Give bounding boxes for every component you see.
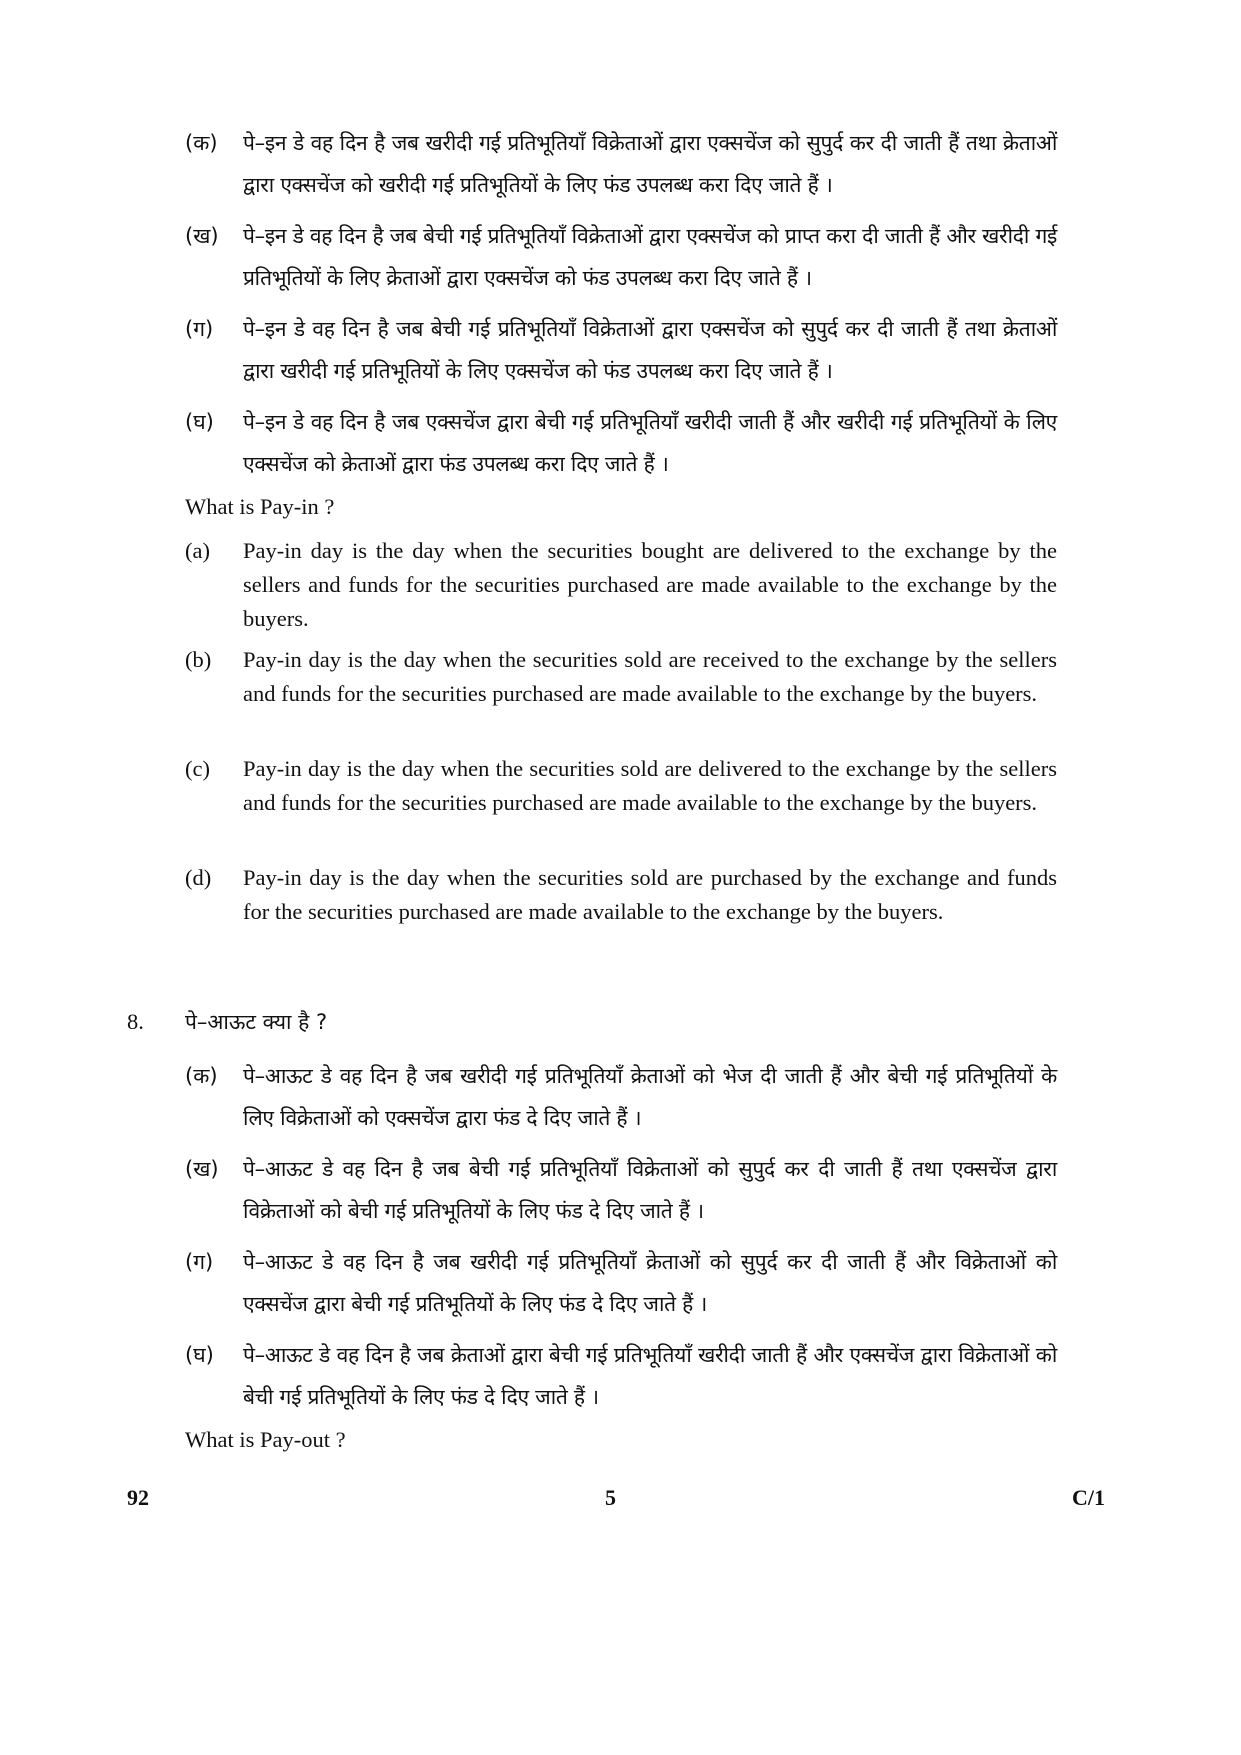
option-label: (ग)	[185, 317, 214, 341]
option-text: पे–आऊट डे वह दिन है जब खरीदी गई प्रतिभूतियाँ क्रेताओं को सुपुर्द कर दी जाती हैं और विक्रेताओं को एक्सचेंज द्वारा बेची गई प्रतिभूतियों के लिए फंड दे दिए जाते हैं ।	[243, 1250, 1057, 1316]
option-label: (ख)	[185, 1157, 219, 1181]
q8-number: 8.	[127, 1009, 144, 1034]
q7-english-option-d	[185, 861, 1057, 929]
option-label: (घ)	[185, 1343, 214, 1367]
option-text: पे–आऊट डे वह दिन है जब खरीदी गई प्रतिभूतियाँ क्रेताओं को भेज दी जाती हैं और बेची गई प्रतिभूतियों के लिए विक्रेताओं को एक्सचेंज द्वारा फंड दे दिए जाते हैं ।	[243, 1064, 1057, 1130]
q8-hindi-option-gha	[185, 1334, 1057, 1418]
footer-page-number: 5	[605, 1485, 616, 1510]
option-label: (ख)	[185, 224, 219, 248]
option-label: (ग)	[185, 1250, 214, 1274]
option-text: पे–इन डे वह दिन है जब बेची गई प्रतिभूतियाँ विक्रेताओं द्वारा एक्सचेंज को प्राप्त करा दी जाती हैं और खरीदी गई प्रतिभूतियों के लिए क्रेताओं द्वारा एक्सचेंज को फंड उपलब्ध करा दिए जाते हैं ।	[243, 224, 1057, 290]
q8-hindi-question: पे–आऊट क्या है ?	[185, 1010, 328, 1034]
q7-english-option-c	[185, 752, 1057, 820]
option-label: (क)	[185, 1064, 218, 1088]
option-text: Pay-in day is the day when the securities sold are delivered to the exchange by the sellers and funds for the securities purchased are made available to the exchange by the buyers.	[243, 756, 1057, 815]
option-text: पे–इन डे वह दिन है जब खरीदी गई प्रतिभूतियाँ विक्रेताओं द्वारा एक्सचेंज को सुपुर्द कर दी जाती हैं तथा क्रेताओं द्वारा एक्सचेंज को खरीदी गई प्रतिभूतियों के लिए फंड उपलब्ध करा दिए जाते हैं ।	[243, 131, 1057, 197]
option-text: Pay-in day is the day when the securities bought are delivered to the exchange by the sellers and funds for the securities purchased are made available to the exchange by the buyers.	[243, 538, 1057, 631]
option-text: पे–आऊट डे वह दिन है जब बेची गई प्रतिभूतियाँ विक्रेताओं को सुपुर्द कर दी जाती हैं तथा एक्सचेंज द्वारा विक्रेताओं को बेची गई प्रतिभूतियों के लिए फंड दे दिए जाते हैं ।	[243, 1157, 1057, 1223]
option-text: पे–इन डे वह दिन है जब एक्सचेंज द्वारा बेची गई प्रतिभूतियाँ खरीदी जाती हैं और खरीदी गई प्रतिभूतियों के लिए एक्सचेंज को क्रेताओं द्वारा फंड उपलब्ध करा दिए जाते हैं ।	[243, 410, 1057, 476]
q8-hindi-option-ga	[185, 1241, 1057, 1325]
q8-hindi-option-kha	[185, 1148, 1057, 1232]
q7-hindi-option-ga	[185, 308, 1057, 392]
footer-code-right: C/1	[1072, 1485, 1105, 1510]
q7-english-option-b	[185, 643, 1057, 711]
option-text: Pay-in day is the day when the securities sold are purchased by the exchange and funds for the securities purchased are made available to the exchange by the buyers.	[243, 865, 1057, 924]
q7-english-question: What is Pay-in ?	[185, 494, 335, 519]
q8-hindi-option-ka	[185, 1055, 1057, 1139]
q7-english-option-a	[185, 534, 1057, 636]
option-text: पे–इन डे वह दिन है जब बेची गई प्रतिभूतियाँ विक्रेताओं द्वारा एक्सचेंज को सुपुर्द कर दी जाती हैं तथा क्रेताओं द्वारा खरीदी गई प्रतिभूतियों के लिए एक्सचेंज को फंड उपलब्ध करा दिए जाते हैं ।	[243, 317, 1057, 383]
footer-code-left: 92	[127, 1485, 149, 1510]
option-label: (b)	[185, 647, 212, 672]
q7-hindi-option-kha	[185, 215, 1057, 299]
q7-hindi-option-ka	[185, 122, 1057, 206]
option-label: (घ)	[185, 410, 214, 434]
option-label: (c)	[185, 756, 210, 781]
option-label: (d)	[185, 865, 212, 890]
q8-english-question: What is Pay-out ?	[185, 1427, 346, 1452]
option-text: पे–आऊट डे वह दिन है जब क्रेताओं द्वारा बेची गई प्रतिभूतियाँ खरीदी जाती हैं और एक्सचेंज द्वारा विक्रेताओं को बेची गई प्रतिभूतियों के लिए फंड दे दिए जाते हैं ।	[243, 1343, 1057, 1409]
option-label: (क)	[185, 131, 218, 155]
q7-hindi-option-gha	[185, 401, 1057, 485]
option-text: Pay-in day is the day when the securities sold are received to the exchange by the sellers and funds for the securities purchased are made available to the exchange by the buyers.	[243, 647, 1057, 706]
option-label: (a)	[185, 538, 210, 563]
